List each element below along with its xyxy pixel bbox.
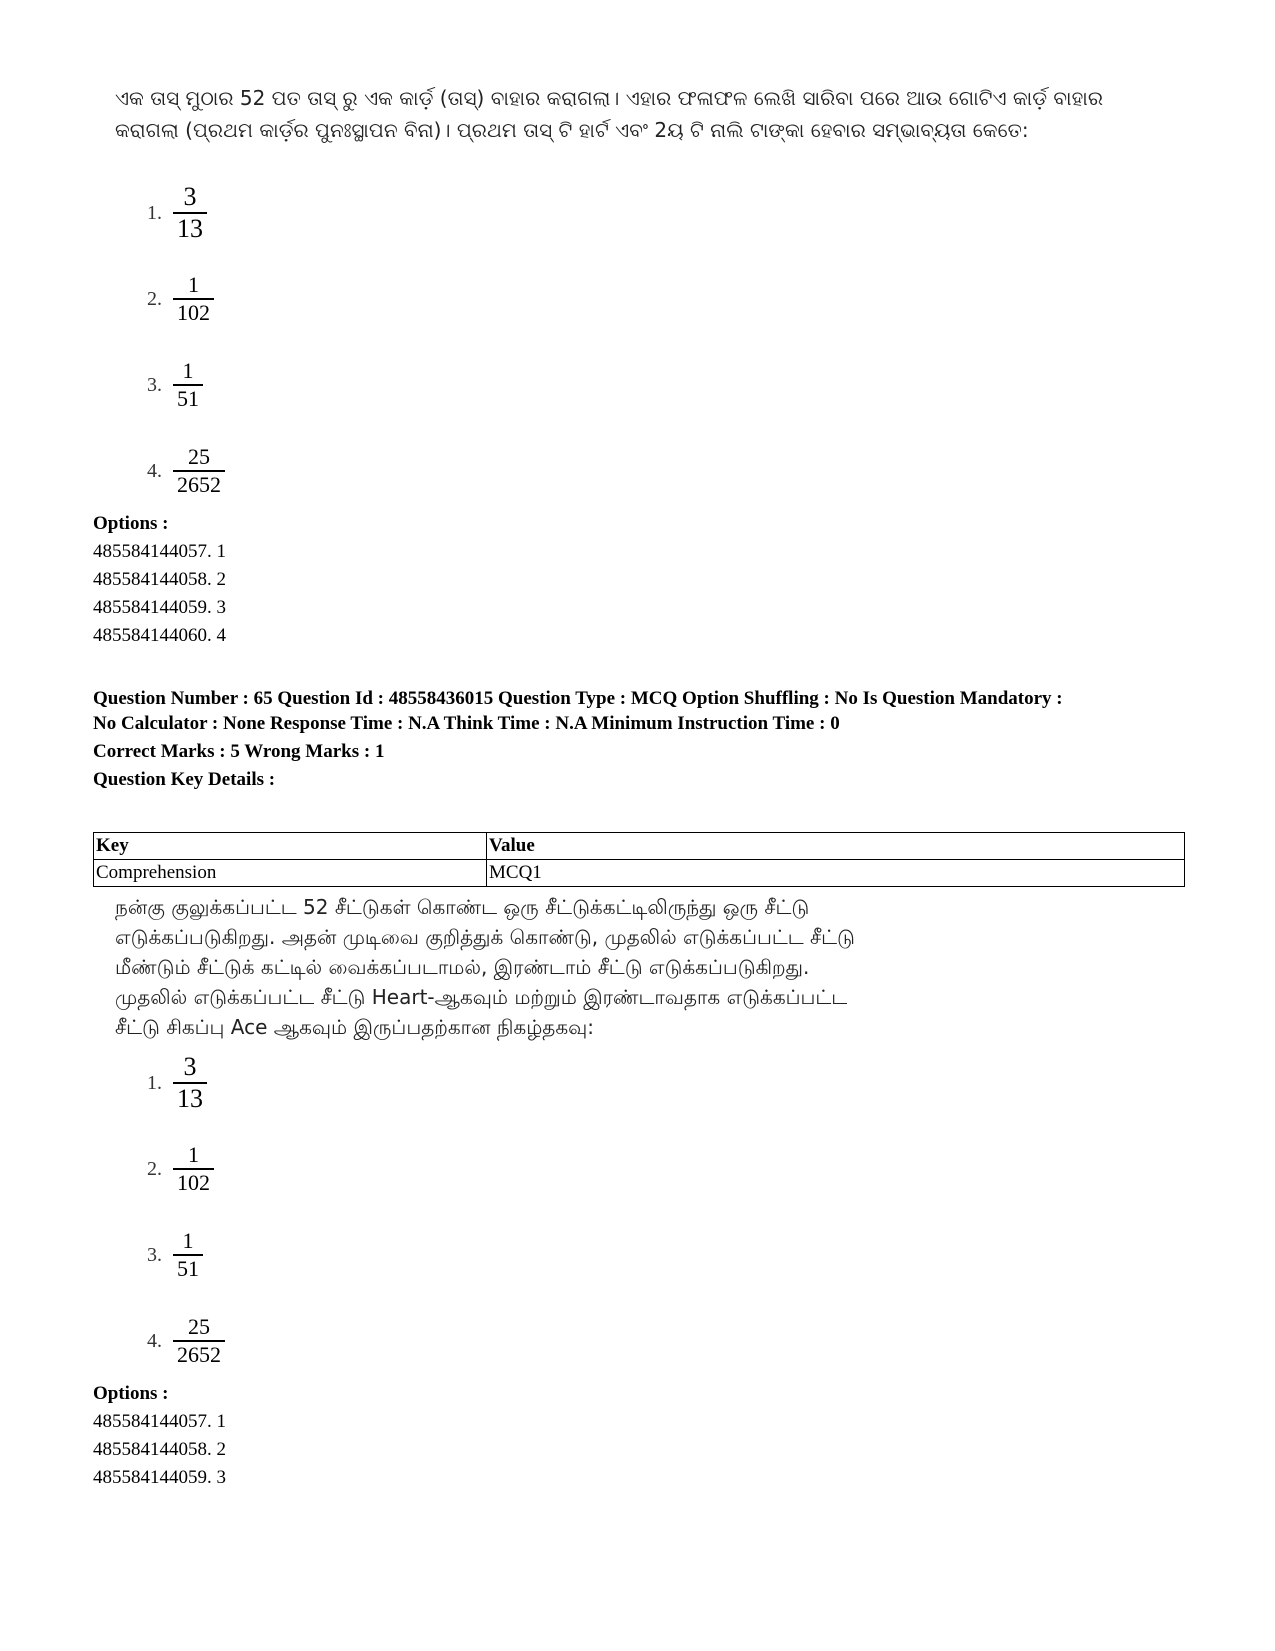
option-id: 485584144059. 3 <box>93 1467 226 1488</box>
denominator: 102 <box>173 1168 214 1196</box>
choice-number: 2. <box>147 287 162 310</box>
odia-question-text <box>115 82 1103 146</box>
option-id: 485584144058. 2 <box>93 569 226 590</box>
table-header-row <box>94 833 1185 860</box>
fraction <box>173 1314 225 1368</box>
choice-number: 4. <box>147 459 162 482</box>
choice-3 <box>147 342 225 428</box>
choice-2 <box>147 1126 225 1212</box>
question-meta <box>93 686 1193 792</box>
choice-4 <box>147 428 225 514</box>
marks-line: Correct Marks : 5 Wrong Marks : 1 <box>93 741 385 762</box>
denominator: 13 <box>173 212 207 244</box>
fraction <box>173 1228 203 1282</box>
fraction <box>173 272 214 326</box>
fraction <box>173 444 225 498</box>
question-line: மீண்டும் சீட்டுக் கட்டில் வைக்கப்படாமல், இரண்டாம் சீட்டு எடுக்கப்படுகிறது. <box>115 955 810 979</box>
numerator: 1 <box>188 272 199 297</box>
meta-line-1: Question Number : 65 Question Id : 48558436015 Question Type : MCQ Option Shuffling : No Is Question Mandatory : <box>93 688 1063 709</box>
question-line: முதலில் எடுக்கப்பட்ட சீட்டு Heart-ஆகவும் மற்றும் இரண்டாவதாக எடுக்கப்பட்ட <box>115 985 848 1009</box>
options-label: Options : <box>93 1383 169 1404</box>
tamil-question-text <box>115 892 855 1042</box>
denominator: 51 <box>173 1254 203 1282</box>
numerator: 3 <box>183 182 197 211</box>
choice-4 <box>147 1298 225 1384</box>
choice-number: 4. <box>147 1329 162 1352</box>
options-block <box>93 1380 226 1492</box>
choice-number: 3. <box>147 373 162 396</box>
choice-1 <box>147 1040 225 1126</box>
question-line: ଏକ ତାସ୍ ମୁଠାର 52 ପତ ତାସ୍ ରୁ ଏକ କାର୍ଡ଼ (ତାସ୍) ବାହାର କରାଗଲା। ଏହାର ଫଳାଫଳ ଲେଖି ସାରିବା ପରେ ଆଉ ଗୋଟିଏ କାର୍ଡ଼ ବାହାର <box>115 86 1104 110</box>
option-id: 485584144060. 4 <box>93 625 226 646</box>
question-line: କରାଗଲା (ପ୍ରଥମ କାର୍ଡ଼ର ପୁନଃସ୍ଥାପନ ବିନା)। ପ୍ରଥମ ତାସ୍ ଟି ହାର୍ଟ ଏବଂ 2ୟ ଟି ନାଲି ଟାଙ୍କା ହେବାର ସମ୍ଭାବ୍ୟତା କେତେ: <box>115 118 1029 142</box>
option-id: 485584144058. 2 <box>93 1439 226 1460</box>
numerator: 3 <box>183 1052 197 1081</box>
denominator: 2652 <box>173 1340 225 1368</box>
choice-number: 2. <box>147 1157 162 1180</box>
table-row <box>94 860 1185 887</box>
option-id: 485584144057. 1 <box>93 1411 226 1432</box>
denominator: 51 <box>173 384 203 412</box>
option-id: 485584144057. 1 <box>93 541 226 562</box>
answer-choices <box>147 170 225 514</box>
choice-number: 3. <box>147 1243 162 1266</box>
numerator: 25 <box>188 1314 210 1339</box>
numerator: 1 <box>182 358 194 383</box>
question-line: சீட்டு சிகப்பு Ace ஆகவும் இருப்பதற்கான நிகழ்தகவு: <box>115 1015 594 1039</box>
choice-1 <box>147 170 225 256</box>
option-id: 485584144059. 3 <box>93 597 226 618</box>
header-key: Key <box>94 833 487 860</box>
fraction <box>173 1052 207 1114</box>
choice-2 <box>147 256 225 342</box>
options-label: Options : <box>93 513 169 534</box>
denominator: 13 <box>173 1082 207 1114</box>
numerator: 25 <box>188 444 210 469</box>
denominator: 102 <box>173 298 214 326</box>
question-line: எடுக்கப்படுகிறது. அதன் முடிவை குறித்துக் கொண்டு, முதலில் எடுக்கப்பட்ட சீட்டு <box>115 925 855 949</box>
row-value: MCQ1 <box>487 860 1185 887</box>
header-value: Value <box>487 833 1185 860</box>
numerator: 1 <box>188 1142 199 1167</box>
fraction <box>173 182 207 244</box>
choice-number: 1. <box>147 1071 162 1094</box>
choice-3 <box>147 1212 225 1298</box>
numerator: 1 <box>182 1228 194 1253</box>
answer-choices <box>147 1040 225 1384</box>
fraction <box>173 358 203 412</box>
key-details-label: Question Key Details : <box>93 769 276 790</box>
choice-number: 1. <box>147 201 162 224</box>
denominator: 2652 <box>173 470 225 498</box>
key-table <box>93 832 1185 887</box>
options-block <box>93 510 226 650</box>
fraction <box>173 1142 214 1196</box>
row-key: Comprehension <box>94 860 487 887</box>
meta-line-2: No Calculator : None Response Time : N.A Think Time : N.A Minimum Instruction Time : 0 <box>93 713 840 734</box>
question-line: நன்கு குலுக்கப்பட்ட 52 சீட்டுகள் கொண்ட ஒரு சீட்டுக்கட்டிலிருந்து ஒரு சீட்டு <box>115 895 810 919</box>
